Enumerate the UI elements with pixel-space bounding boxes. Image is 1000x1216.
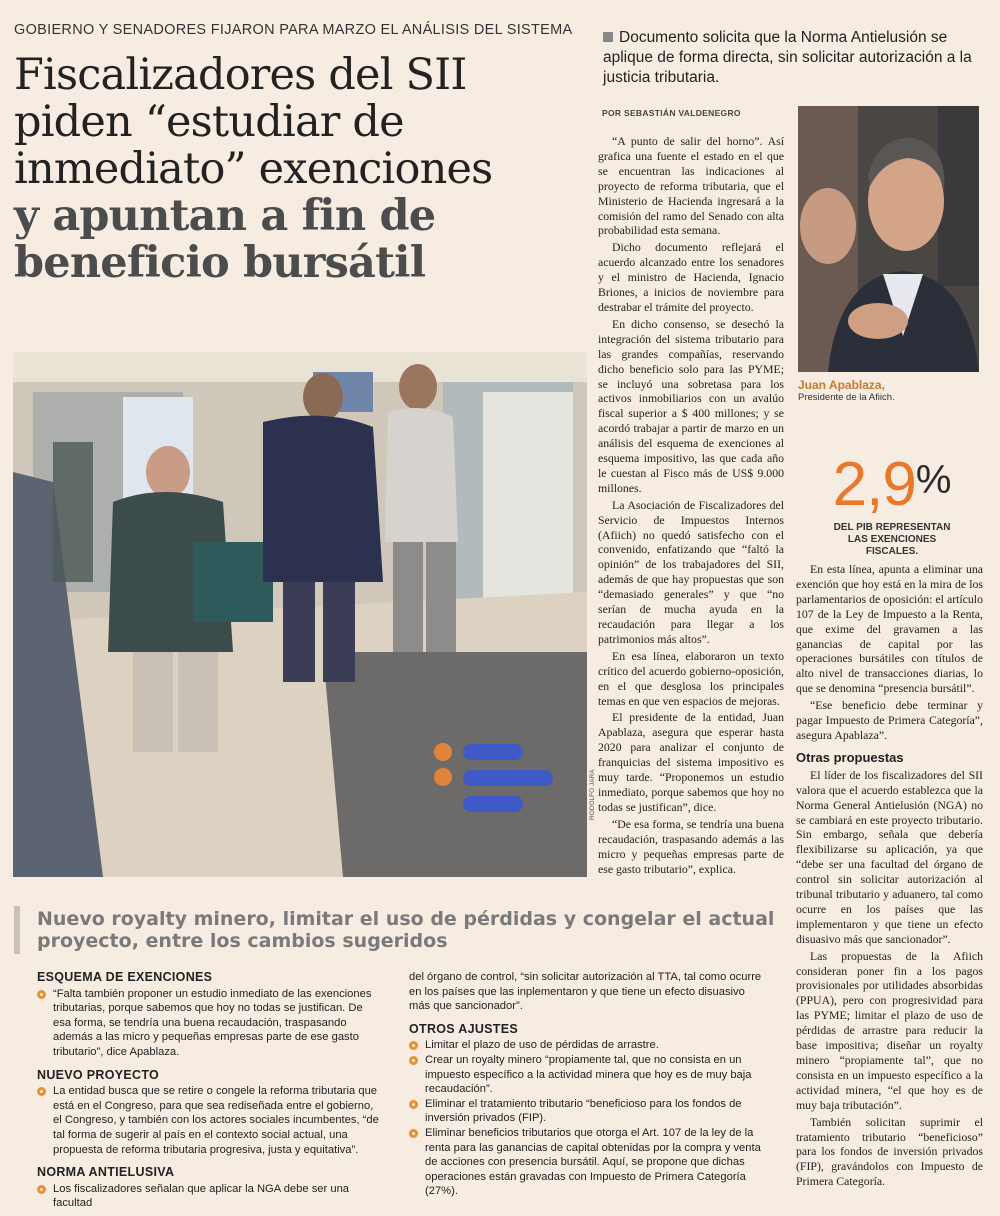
paragraph: En esa línea, elaboraron un texto crítico del acuerdo gobierno-oposición, en el que desglosa los principales temas en que ven espacios de mejoras. [598, 648, 784, 708]
headline [14, 52, 594, 287]
photo-credit: RODOLFO JARA [589, 769, 596, 820]
paragraph: El líder de los fiscalizadores del SII valora que el acuerdo establezca que la Norma General Antielusión (NGA) no se cambiará en este proyecto tributario. Sin embargo, señala que debería flexibilizarse su aplicación, ya que “debe ser una facultad del órgano de control sin solicitar autorización al tribunal tributario y aduanero, tal como ocurre en los países que las implementaron y que tiene un efecto disuasivo más que sancionador”. [796, 767, 983, 946]
box-heading: NORMA ANTIELUSIVA [37, 1165, 175, 1180]
list-item: Eliminar beneficios tributarios que otorga el Art. 107 de la ley de la renta para las ganancias de capital obtenidas por la compra y venta de acciones con presencia bursátil. Aquí, se propone que dichas operaciones están gravadas con Impuesto de Primera Categoría (27%). [409, 1126, 769, 1199]
summary [603, 28, 988, 88]
subheading: Otras propuestas [796, 749, 904, 765]
paragraph: La Asociación de Fiscalizadores del Servicio de Impuestos Internos (Afiich) no quedó satisfecho con el convenido, enfatizando que “faltó la opinión” de los trabajadores del SII, además de que hay propuestas que son “demasiado generales” y que “no serían de mucha ayuda en la recaudación para llegar a los patrimonios más altos”. [598, 497, 784, 646]
portrait-name: Juan Apablaza, [798, 378, 885, 392]
paragraph: “De esa forma, se tendría una buena recaudación, traspasando además a las micro y pequeñas empresas parte de ese gasto tributario”, explica. [598, 816, 784, 876]
square-bullet-icon [603, 32, 613, 42]
body-column-1 [598, 134, 784, 878]
bullet-icon [37, 1087, 46, 1096]
stat-callout [824, 452, 960, 558]
list-item: “Falta también proponer un estudio inmediato de las exenciones tributarias, porque sabemos que hoy no todas se justifican. De esa forma, se tendría una buena recaudación, traspasando además a las micro y pequeñas empresas parte de ese gasto tributario”, dice Apablaza. [37, 987, 382, 1060]
headline-part-1: Fiscalizadores del SII piden “estudiar de inmediato” exenciones [14, 50, 493, 194]
body-column-2 [796, 562, 983, 1191]
summary-text: Documento solicita que la Norma Antielusión se aplique de forma directa, sin solicitar autorización a la justicia tributaria. [603, 29, 972, 86]
box-title: Nuevo royalty minero, limitar el uso de pérdidas y congelar el actual proyecto, entre los cambios sugeridos [37, 908, 775, 952]
box-accent-bar [14, 906, 20, 954]
bullet-icon [409, 1041, 418, 1050]
headline-part-2: y apuntan a fin de beneficio bursátil [14, 191, 436, 288]
list-item: Limitar el plazo de uso de pérdidas de arrastre. [409, 1038, 769, 1053]
box-heading: OTROS AJUSTES [409, 1021, 519, 1036]
office-entrance-illustration [13, 352, 587, 877]
bullet-icon [37, 990, 46, 999]
bullet-icon [409, 1129, 418, 1138]
kicker: GOBIERNO Y SENADORES FIJARON PARA MARZO EL ANÁLISIS DEL SISTEMA [14, 22, 573, 38]
portrait-illustration [798, 106, 979, 372]
paragraph: Las propuestas de la Afiich consideran poner fin a los pagos provisionales por utilidades absorbidas (PPUA), pero con progresividad para las PYME; limitar el plazo de uso de pérdidas de arrastre para reducir la base impositiva; diseñar un royalty minero “propiamente tal”, que no consista en un impuesto específico a la actividad minera, “el que hoy es de muy baja tributación”. [796, 948, 983, 1112]
paragraph: “A punto de salir del horno”. Así grafica una fuente el estado en el que se encuentran las indicaciones al proyecto de reforma tributaria, que el Ministerio de Hacienda ingresará a la comisión del ramo del Senado con alta probabilidad esta semana. [598, 134, 784, 238]
box-continuation: del órgano de control, “sin solicitar autorización al TTA, tal como ocurre en los países que las inplementaron y que tiene un efecto disuasivo más que sancionador”. [409, 971, 762, 1013]
paragraph: En dicho consenso, se desechó la integración del sistema tributario para las grandes compañías, reservando dicho beneficio solo para las PYME; se incluyó una sobretasa para los activos inmobiliarios con un avalúo fiscal superior a $ 400 millones; y se acordó trabajar a partir de marzo en un análisis del esquema de exenciones al esquema impositivo, las que cada año le cuestan al Fisco más de US$ 9.000 millones. [598, 316, 784, 495]
stat-value: 2,9 [832, 450, 916, 519]
portrait-photo [798, 106, 979, 372]
main-photo [13, 352, 587, 877]
byline: POR SEBASTIÁN VALDENEGRO [602, 108, 741, 118]
box-column-2 [409, 970, 769, 1199]
paragraph: En esta línea, apunta a eliminar una exención que hoy está en la mira de los parlamentarios de oposición: el artículo 107 de la Ley de Impuesto a la Renta, que exime del gravamen a las ganancias de capital por las operaciones bursátiles con títulos de alto nivel de transacciones diarias, lo que se denomina “presencia bursátil”. [796, 562, 983, 696]
box-column-1 [37, 970, 382, 1211]
paragraph: El presidente de la entidad, Juan Apablaza, asegura que esperar hasta 2020 para analizar el conjunto de franquicias del sistema impositivo es muy tarde. “Proponemos un estudio inmediato, porque sabemos que hoy no todas se justifican”, dice. [598, 710, 784, 814]
bullet-icon [37, 1185, 46, 1194]
stat-unit: % [915, 458, 952, 502]
portrait-role: Presidente de la Afiich. [798, 392, 895, 403]
box-heading: ESQUEMA DE EXENCIONES [37, 970, 213, 984]
list-item: Eliminar el tratamiento tributario “beneficioso para los fondos de inversión privados (FIP). [409, 1097, 769, 1126]
paragraph: También solicitan suprimir el tratamiento tributario “beneficioso” para los fondos de inversión privados (FIP), gravándolos con Impuesto de Primera Categoría. [796, 1114, 983, 1189]
list-item: Los fiscalizadores señalan que aplicar la NGA debe ser una facultad [37, 1182, 382, 1211]
bullet-icon [409, 1056, 418, 1065]
bullet-icon [409, 1100, 418, 1109]
list-item: La entidad busca que se retire o congele la reforma tributaria que está en el Congreso, para que sea rediseñada entre el gobierno, el Congreso, y también con los actores sociales incumbentes, “de tal forma de sugerir al país en el contexto social actual, una propuesta de reforma tributaria progresiva, justa y equitativa”. [37, 1084, 382, 1157]
stat-caption: DEL PIB REPRESENTAN LAS EXENCIONES FISCALES. [833, 522, 951, 557]
list-item: Crear un royalty minero “propiamente tal, que no consista en un impuesto específico a la actividad minera que hoy es de muy baja recaudación”. [409, 1053, 769, 1097]
box-heading: NUEVO PROYECTO [37, 1067, 160, 1082]
paragraph: “Ese beneficio debe terminar y pagar Impuesto de Primera Categoría”, asegura Apablaza”. [796, 698, 983, 742]
paragraph: Dicho documento reflejará el acuerdo alcanzado entre los senadores y el ministro de Hacienda, Ignacio Briones, a inicios de noviembre para destrabar el trámite del proyecto. [598, 240, 784, 314]
